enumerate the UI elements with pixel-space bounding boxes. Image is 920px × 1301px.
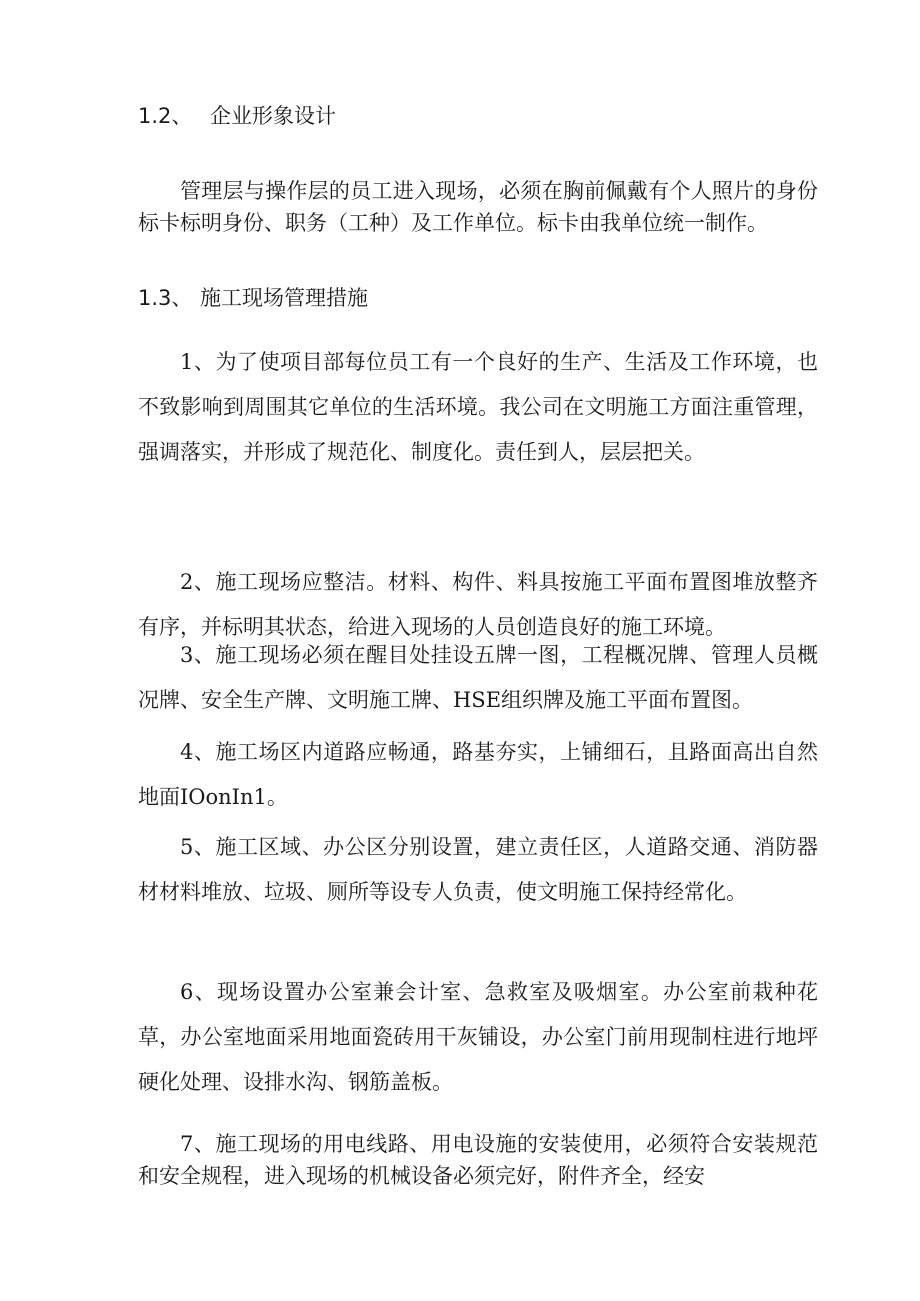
paragraph-intro: 管理层与操作层的员工进入现场，必须在胸前佩戴有个人照片的身份标卡标明身份、职务（工种）及工作单位。标卡由我单位统一制作。 — [138, 179, 818, 235]
section-title: 施工现场管理措施 — [200, 286, 368, 310]
paragraph-item-1: 1、为了使项目部每位员工有一个良好的生产、生活及工作环境，也不致影响到周围其它单位的生活环境。我公司在文明施工方面注重管理，强调落实，并形成了规范化、制度化。责任到人，层层把关。 — [138, 350, 818, 464]
section-heading-1-2 — [138, 102, 336, 130]
section-title: 企业形象设计 — [210, 104, 336, 128]
paragraph-item-4: 4、施工场区内道路应畅通，路基夯实，上铺细石，且路面高出自然地面IOonIn1。 — [138, 740, 818, 809]
paragraph-item-3: 3、施工现场必须在醒目处挂设五牌一图，工程概况牌、管理人员概况牌、安全生产牌、文明施工牌、HSE组织牌及施工平面布置图。 — [138, 643, 818, 712]
section-number: 1.2、 — [138, 104, 193, 128]
paragraph-item-7: 7、施工现场的用电线路、用电设施的安装使用，必须符合安装规范和安全规程，进入现场的机械设备必须完好，附件齐全，经安 — [138, 1132, 818, 1188]
paragraph-item-5: 5、施工区域、办公区分别设置，建立责任区，人道路交通、消防器材材料堆放、垃圾、厕所等设专人负责，使文明施工保持经常化。 — [138, 835, 818, 904]
section-heading-1-3 — [138, 284, 368, 312]
paragraph-item-2: 2、施工现场应整洁。材料、构件、料具按施工平面布置图堆放整齐有序，并标明其状态，给进入现场的人员创造良好的施工环境。 — [138, 570, 818, 639]
section-number: 1.3、 — [138, 286, 193, 310]
paragraph-item-6: 6、现场设置办公室兼会计室、急救室及吸烟室。办公室前栽种花草，办公室地面采用地面瓷砖用干灰铺设，办公室门前用现制柱进行地坪硬化处理、设排水沟、钢筋盖板。 — [138, 980, 818, 1094]
